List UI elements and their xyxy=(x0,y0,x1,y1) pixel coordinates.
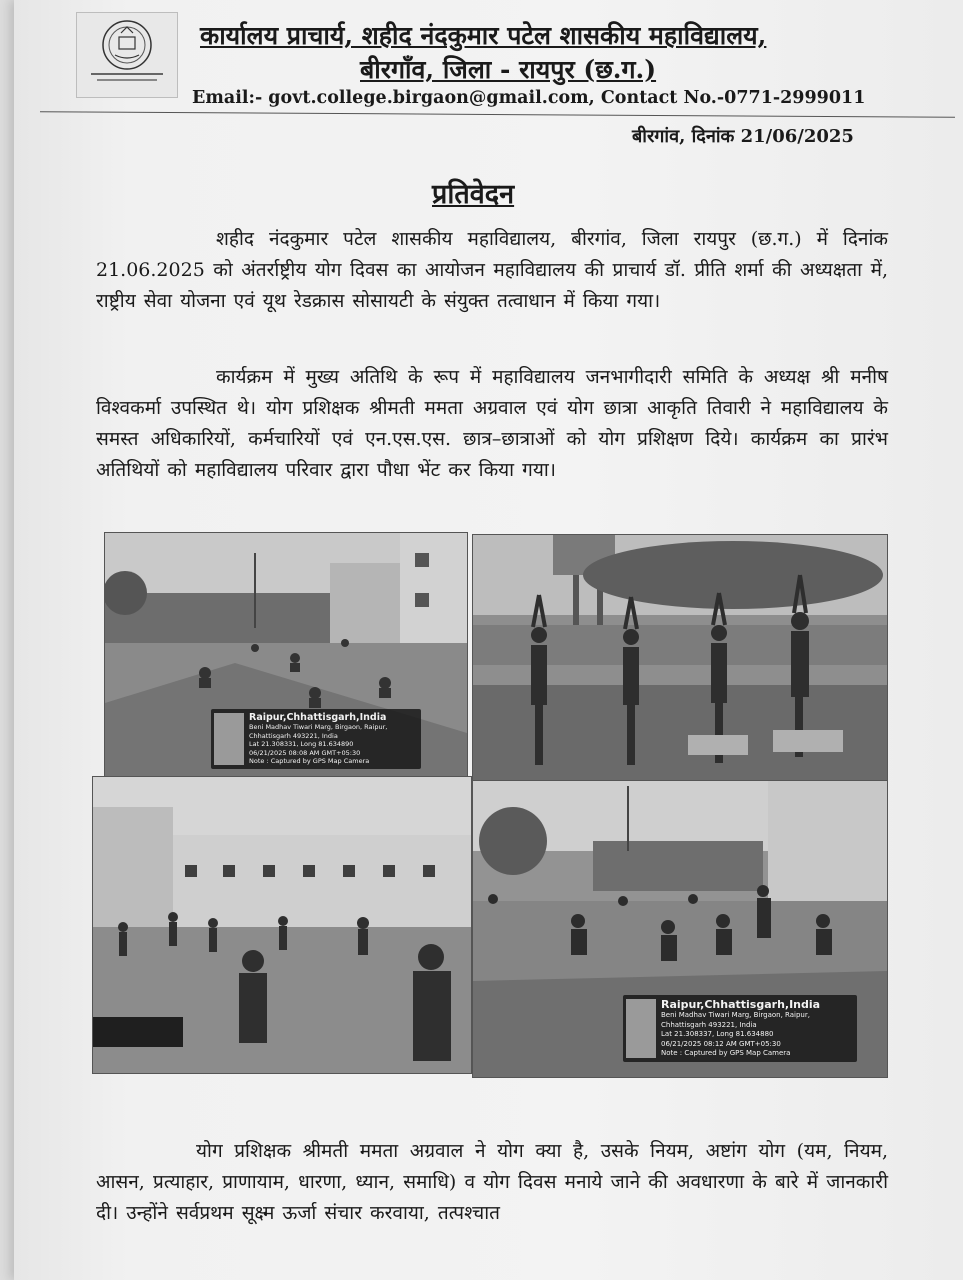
yoga-photo-college-building xyxy=(92,776,472,1074)
map-thumbnail xyxy=(214,713,244,765)
geotag-line: 06/21/2025 08:12 AM GMT+05:30 xyxy=(661,1039,781,1048)
yoga-photo-courtyard-seated xyxy=(104,532,468,780)
geotag-line: Note : Captured by GPS Map Camera xyxy=(661,1049,791,1057)
map-thumbnail xyxy=(626,999,656,1058)
geotag-line: Lat 21.308337, Long 81.634880 xyxy=(661,1030,774,1038)
paragraph-program: कार्यक्रम में मुख्य अतिथि के रूप में महाविद्यालय जनभागीदारी समिति के अध्यक्ष श्री मनीष विश्वकर्मा उपस्थित थे। योग प्रशिक्षक श्रीमती ममता अग्रवाल एवं योग छात्रा आकृति तिवारी ने महाविद्यालय के समस्त अधिकारियों, कर्मचारियों एवं एन.एस.एस. छात्र–छात्राओं को योग प्रशिक्षण दिये। कार्यक्रम का प्रारंभ अतिथियों को महाविद्यालय परिवार द्वारा पौधा भेंट कर किया गया। xyxy=(96,366,888,481)
college-logo xyxy=(76,12,178,98)
geotag-location: Raipur,Chhattisgarh,India xyxy=(661,998,821,1011)
gps-geotag-overlay xyxy=(211,709,421,769)
paragraph-yoga-training: योग प्रशिक्षक श्रीमती ममता अग्रवाल ने योग क्या है, उसके नियम, अष्टांग योग (यम, नियम, आसन, प्रत्याहार, प्राणायाम, धारणा, ध्यान, समाधि) व योग दिवस मनाये जाने की अवधारणा के बारे में जानकारी दी। उन्होंने सर्वप्रथम सूक्ष्म ऊर्जा संचार करवाया, तत्पश्चात xyxy=(96,1140,888,1224)
office-heading-line1: कार्यालय प्राचार्य, शहीद नंदकुमार पटेल शासकीय महाविद्यालय, xyxy=(200,21,767,50)
report-title: प्रतिवेदन xyxy=(432,179,515,210)
photo-collage xyxy=(92,530,888,1075)
geotag-line: Note : Captured by GPS Map Camera xyxy=(249,757,370,765)
geotag-line: Chhattisgarh 493221, India xyxy=(661,1020,757,1029)
geotag-line: Beni Madhav Tiwari Marg, Birgaon, Raipur, xyxy=(249,723,388,731)
date-line: बीरगांव, दिनांक 21/06/2025 xyxy=(632,126,854,147)
geotag-line: Chhattisgarh 493221, India xyxy=(249,731,338,740)
geotag-line: Lat 21.308331, Long 81.634890 xyxy=(249,740,354,748)
geotag-line: 06/21/2025 08:08 AM GMT+05:30 xyxy=(249,748,361,757)
contact-line: Email:- govt.college.birgaon@gmail.com, Contact No.-0771-2999011 xyxy=(192,88,866,108)
gps-geotag-overlay xyxy=(623,995,857,1062)
yoga-photo-tree-pose xyxy=(472,534,888,782)
yoga-photo-seated-exercise xyxy=(472,780,888,1078)
paragraph-intro: शहीद नंदकुमार पटेल शासकीय महाविद्यालय, बीरगांव, जिला रायपुर (छ.ग.) में दिनांक 21.06.2025 को अंतर्राष्ट्रीय योग दिवस का आयोजन महाविद्यालय की प्राचार्य डॉ. प्रीति शर्मा की अध्यक्षता में, राष्ट्रीय सेवा योजना एवं यूथ रेडक्रास सोसायटी के संयुक्त तत्वाधान में किया गया। xyxy=(96,228,888,312)
geotag-location: Raipur,Chhattisgarh,India xyxy=(249,712,387,723)
geotag-line: Beni Madhav Tiwari Marg, Birgaon, Raipur, xyxy=(661,1011,810,1019)
office-heading-line2: बीरगाँव, जिला - रायपुर (छ.ग.) xyxy=(360,55,657,84)
